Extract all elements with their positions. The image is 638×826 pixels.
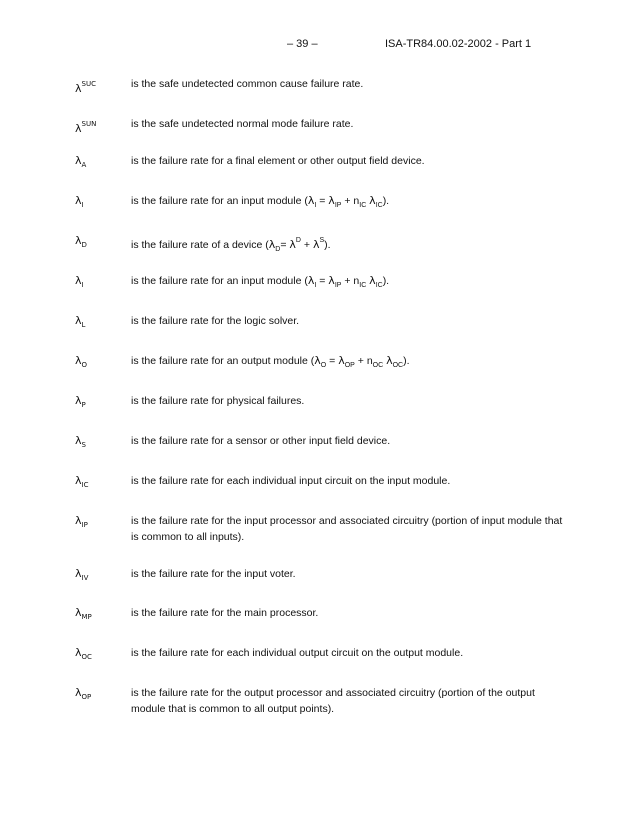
definition-text: is the failure rate for each individual output circuit on the output module. <box>131 647 464 659</box>
definition-text: is the failure rate for the output processor and associated circuitry (portion of the output module that is common to all output points). <box>131 687 535 715</box>
symbol: $\lambda_{MP}$ <box>75 606 92 621</box>
symbol: $\lambda_{OC}$ <box>75 646 92 661</box>
page-number: – 39 – <box>287 38 318 50</box>
page-header <box>0 38 638 54</box>
symbol: $\lambda^{SUN}$ <box>75 120 97 135</box>
symbol: $\lambda_{IP}$ <box>75 514 88 529</box>
document-id: ISA-TR84.00.02-2002 - Part 1 <box>385 38 532 50</box>
definition-text: is the failure rate for the input processor and associated circuitry (portion of input module that is common to all inputs). <box>131 515 563 543</box>
definition-text: is the failure rate for the logic solver. <box>131 315 300 327</box>
definition-text: is the failure rate for a final element or other output field device. <box>131 155 425 167</box>
symbol: $\lambda_{IC}$ <box>75 474 89 489</box>
definition-text: is the failure rate for a sensor or other input field device. <box>131 435 391 447</box>
symbol: $\lambda_L$ <box>75 314 86 329</box>
symbol: $\lambda_{OP}$ <box>75 686 92 701</box>
definition-text: is the failure rate for an input module ($\lambda_I = \lambda_{IP} + n_{IC}$ $\lambda_{IC}$). <box>131 274 390 289</box>
definition-text: is the safe undetected normal mode failure rate. <box>131 118 354 130</box>
symbol: $\lambda_D$ <box>75 234 87 249</box>
symbol: $\lambda_I$ <box>75 194 84 209</box>
symbol: $\lambda^{SUC}$ <box>75 80 96 95</box>
definition-text: is the failure rate for physical failures. <box>131 395 305 407</box>
symbol: $\lambda_{IV}$ <box>75 567 89 582</box>
definition-text: is the failure rate of a device $(\lambda_D= \lambda^D + \lambda^S)$. <box>131 237 331 253</box>
symbol: $\lambda_S$ <box>75 434 86 449</box>
definition-text: is the failure rate for an output module ($\lambda_O = \lambda_{OP} + n_{OC}$ $\lambda_{OC}$). <box>131 354 410 369</box>
symbol: $\lambda_P$ <box>75 394 86 409</box>
definition-text: is the failure rate for the input voter. <box>131 568 296 580</box>
definition-text: is the safe undetected common cause failure rate. <box>131 78 364 90</box>
symbol: $\lambda_A$ <box>75 154 87 169</box>
definition-text: is the failure rate for the main processor. <box>131 607 319 619</box>
definition-text: is the failure rate for each individual input circuit on the input module. <box>131 475 451 487</box>
symbol: $\lambda_O$ <box>75 354 88 369</box>
definition-text: is the failure rate for an input module ($\lambda_I = \lambda_{IP} + n_{IC}$ $\lambda_{IC}$). <box>131 194 390 209</box>
symbol: $\lambda_I$ <box>75 274 84 289</box>
